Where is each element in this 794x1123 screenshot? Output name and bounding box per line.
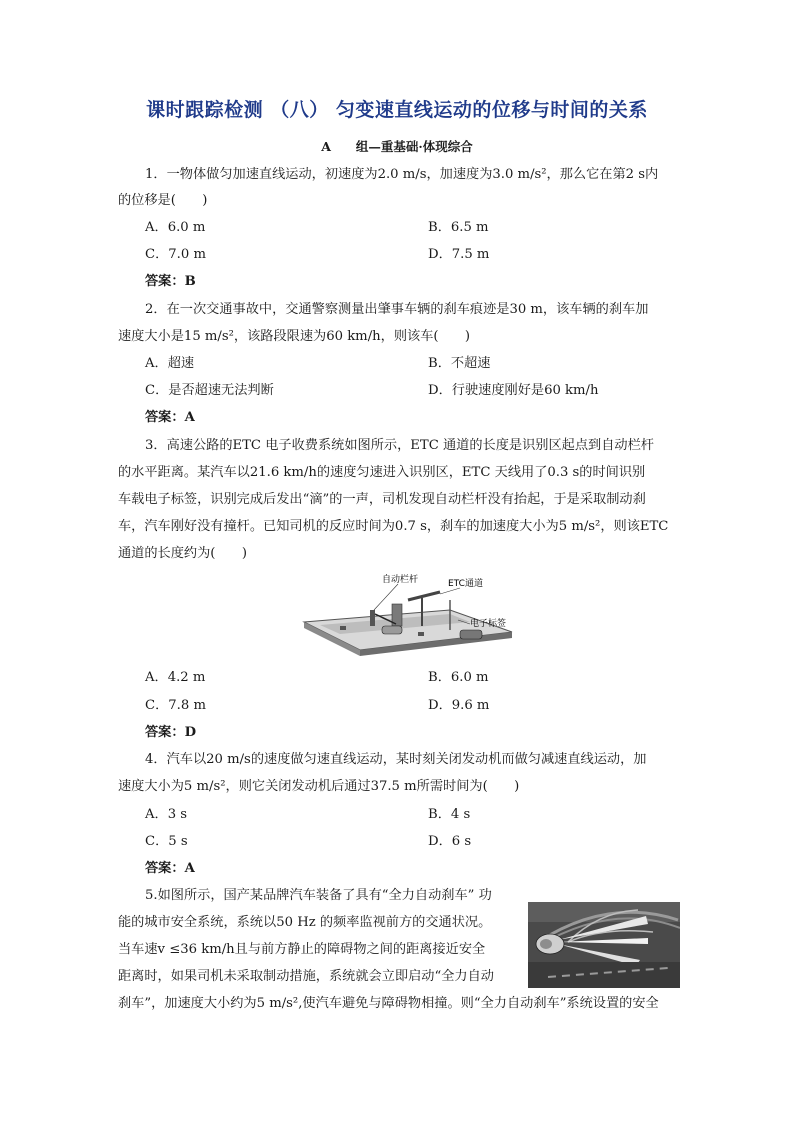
- q4-line-2: 速度大小为5 m/s²，则它关闭发动机后通过37.5 m所需时间为( ): [118, 779, 520, 794]
- q3-option-a: A．4.2 m: [145, 670, 206, 685]
- q2-option-b: B．不超速: [428, 356, 491, 371]
- q4-answer-value: A: [184, 861, 195, 876]
- q5-line-3: 当车速v ≤36 km/h且与前方静止的障碍物之间的距离接近安全: [118, 942, 486, 957]
- etc-lane-figure: [300, 570, 515, 660]
- q1-option-b: B．6.5 m: [428, 220, 489, 235]
- q2-answer: [145, 409, 195, 427]
- car-headlight: [540, 939, 552, 949]
- lane-marker: [340, 626, 346, 630]
- q1-option-d: D．7.5 m: [428, 247, 490, 262]
- q3-option-d: D．9.6 m: [428, 698, 490, 713]
- q5-line-5: 刹车”，加速度大小约为5 m/s²,使汽车避免与障碍物相撞。则“全力自动刹车”系统设置的安全: [118, 996, 659, 1011]
- q1-answer-value: B: [184, 274, 196, 289]
- q3-line-2: 的水平距离。某汽车以21.6 km/h的速度匀速进入识别区，ETC 天线用了0.3 s的时间识别: [118, 465, 646, 480]
- q4-option-c: C．5 s: [145, 834, 188, 849]
- q1-option-a: A．6.0 m: [145, 220, 206, 235]
- q2-option-a: A．超速: [145, 356, 195, 371]
- q3-answer-value: D: [184, 725, 196, 740]
- car-approaching: [460, 630, 482, 639]
- answer-label: 答案：: [145, 410, 185, 425]
- q1-line-1: 1．一物体做匀加速直线运动，初速度为2.0 m/s，加速度为3.0 m/s²，那么它在第2 s内: [145, 167, 659, 182]
- q4-answer: [145, 860, 195, 878]
- auto-brake-photo: [528, 902, 680, 988]
- q4-option-d: D．6 s: [428, 834, 472, 849]
- answer-label: 答案：: [145, 725, 185, 740]
- q2-answer-value: A: [184, 410, 195, 425]
- q3-line-3: 车载电子标签，识别完成后发出“滴”的一声，司机发现自动栏杆没有抬起，于是采取制动刹: [118, 492, 646, 507]
- q1-answer: [145, 273, 196, 291]
- answer-label: 答案：: [145, 861, 185, 876]
- answer-label: 答案：: [145, 274, 185, 289]
- q3-line-4: 车，汽车刚好没有撞杆。已知司机的反应时间为0.7 s，刹车的加速度大小为5 m/s²，则该ETC: [118, 519, 669, 534]
- q2-option-c: C．是否超速无法判断: [145, 383, 274, 398]
- barrier-post: [370, 610, 375, 626]
- q3-line-1: 3．高速公路的ETC 电子收费系统如图所示，ETC 通道的长度是识别区起点到自动栏杆: [145, 438, 654, 453]
- car-near-barrier: [382, 626, 402, 634]
- q4-option-a: A．3 s: [145, 807, 188, 822]
- q4-line-1: 4．汽车以20 m/s的速度做匀速直线运动，某时刻关闭发动机而做匀减速直线运动，加: [145, 752, 647, 767]
- q1-line-2: 的位移是( ): [118, 193, 208, 208]
- q5-line-1: 5.如图所示，国产某品牌汽车装备了具有“全力自动刹车” 功: [145, 888, 492, 903]
- label-etc-lane: ETC通道: [448, 579, 483, 589]
- q3-line-5: 通道的长度约为( ): [118, 546, 247, 561]
- q5-line-4: 距离时，如果司机未采取制动措施，系统就会立即启动“全力自动: [118, 969, 494, 984]
- page-title: 课时跟踪检测 （八） 匀变速直线运动的位移与时间的关系: [146, 99, 648, 121]
- q5-line-2: 能的城市安全系统，系统以50 Hz 的频率监视前方的交通状况。: [118, 915, 492, 930]
- q3-option-b: B．6.0 m: [428, 670, 489, 685]
- gantry-beam: [408, 592, 440, 600]
- q1-option-c: C．7.0 m: [145, 247, 206, 262]
- q2-line-1: 2．在一次交通事故中，交通警察测量出肇事车辆的刹车痕迹是30 m，该车辆的刹车加: [145, 302, 649, 317]
- q3-option-c: C．7.8 m: [145, 698, 206, 713]
- lane-marker: [418, 632, 424, 636]
- section-heading: A 组—重基础·体现综合: [321, 139, 473, 154]
- q2-option-d: D．行驶速度刚好是60 km/h: [428, 383, 599, 398]
- road-lower: [528, 962, 680, 988]
- q4-option-b: B．4 s: [428, 807, 471, 822]
- label-electronic-tag: 电子标签: [470, 619, 507, 629]
- label-auto-barrier: 自动栏杆: [382, 575, 419, 585]
- photo-top-band: [528, 902, 680, 922]
- q2-line-2: 速度大小是15 m/s²，该路段限速为60 km/h，则该车( ): [118, 329, 471, 344]
- q3-answer: [145, 724, 196, 742]
